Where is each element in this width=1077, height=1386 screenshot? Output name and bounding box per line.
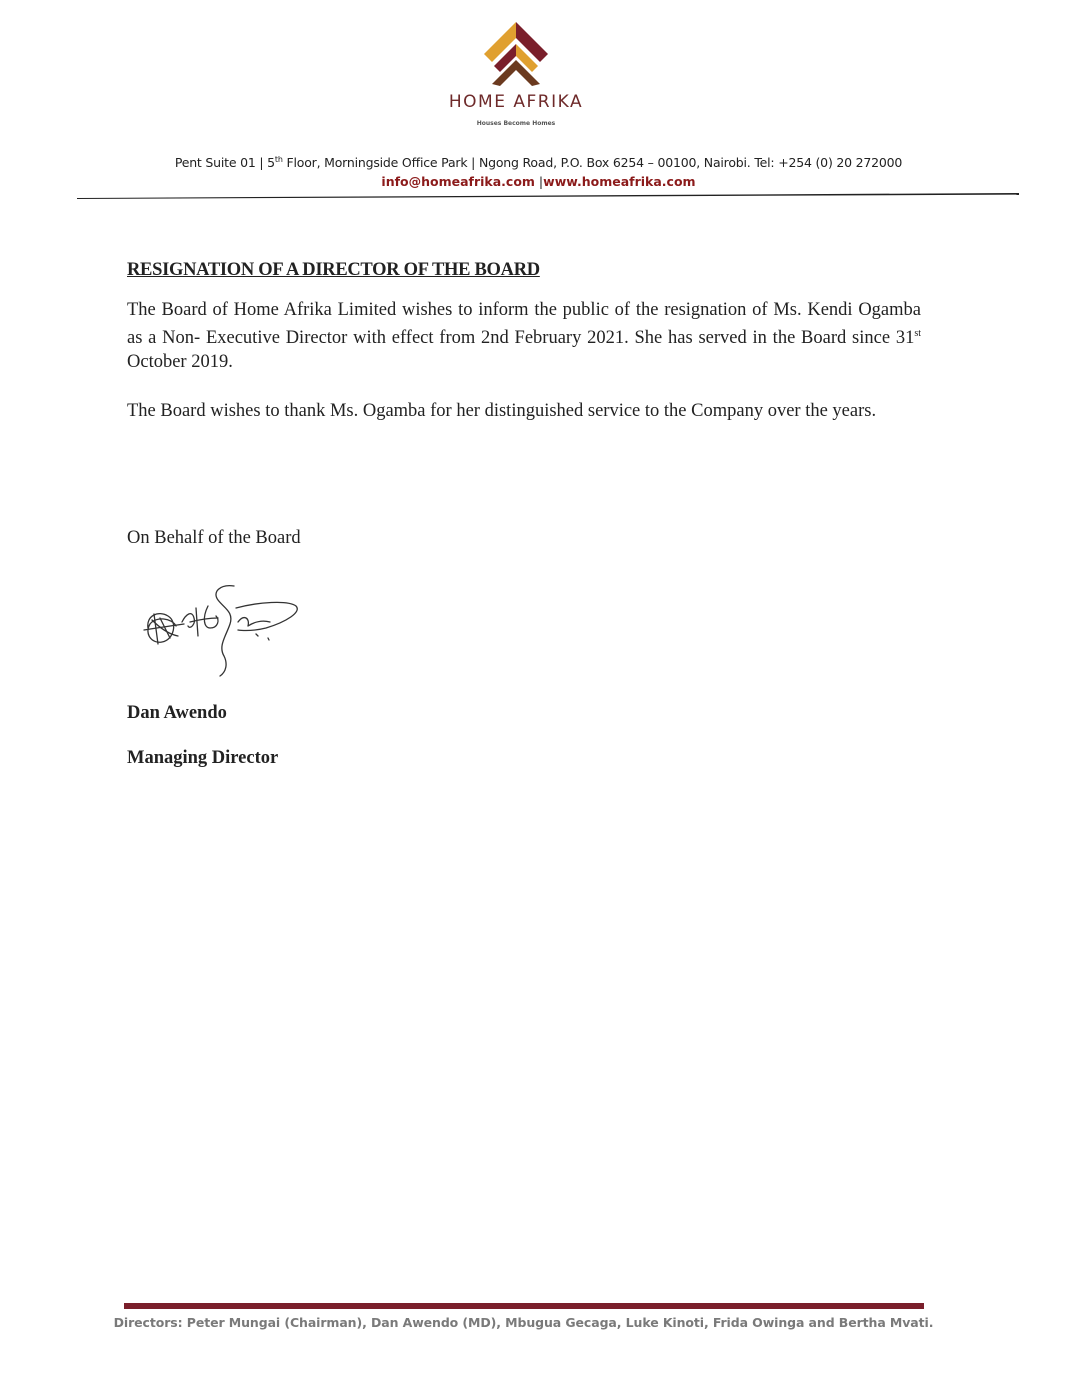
address-superscript: th (274, 155, 283, 164)
directors-list: Directors: Peter Mungai (Chairman), Dan Awendo (MD), Mbugua Gecaga, Luke Kinoti, Frida Owinga and Bertha Mvati. (113, 1315, 934, 1330)
paragraph-resignation (127, 298, 921, 374)
signer-name: Dan Awendo (127, 703, 227, 723)
contact-separator: | (534, 174, 544, 189)
footer-divider (124, 1303, 924, 1309)
address-end: Floor, Morningside Office Park | Ngong Road, P.O. Box 6254 – 00100, Nairobi. Tel: +254 (0) 20 272000 (282, 155, 903, 171)
paragraph-resignation-text: The Board of Home Afrika Limited wishes to inform the public of the resignation of Ms. Kendi Ogamba as a Non- Executive Director with effect from 2nd February 2021. She has served in the Board since 31 (127, 300, 921, 349)
contact-line (0, 174, 1077, 189)
header-divider (77, 193, 1019, 199)
signer-title: Managing Director (127, 748, 279, 768)
letter-heading: RESIGNATION OF A DIRECTOR OF THE BOARD (127, 260, 540, 280)
on-behalf-line: On Behalf of the Board (127, 528, 301, 548)
email-link[interactable]: info@homeafrika.com (381, 174, 535, 189)
brand-name: HOME AFRIKA (448, 92, 584, 112)
company-logo (441, 20, 591, 127)
office-address (0, 155, 1077, 170)
website-link[interactable]: www.homeafrika.com (543, 174, 696, 189)
letter-body (127, 260, 921, 448)
home-afrika-logo-icon (480, 20, 552, 90)
handwritten-signature (138, 578, 308, 682)
paragraph-thanks: The Board wishes to thank Ms. Ogamba for her distinguished service to the Company over the years. (127, 401, 877, 422)
paragraph-resignation-end: October 2019. (127, 352, 233, 373)
brand-tagline: Houses Become Homes (476, 120, 556, 127)
date-superscript: st (914, 328, 921, 339)
address-start: Pent Suite 01 | 5 (174, 155, 275, 171)
